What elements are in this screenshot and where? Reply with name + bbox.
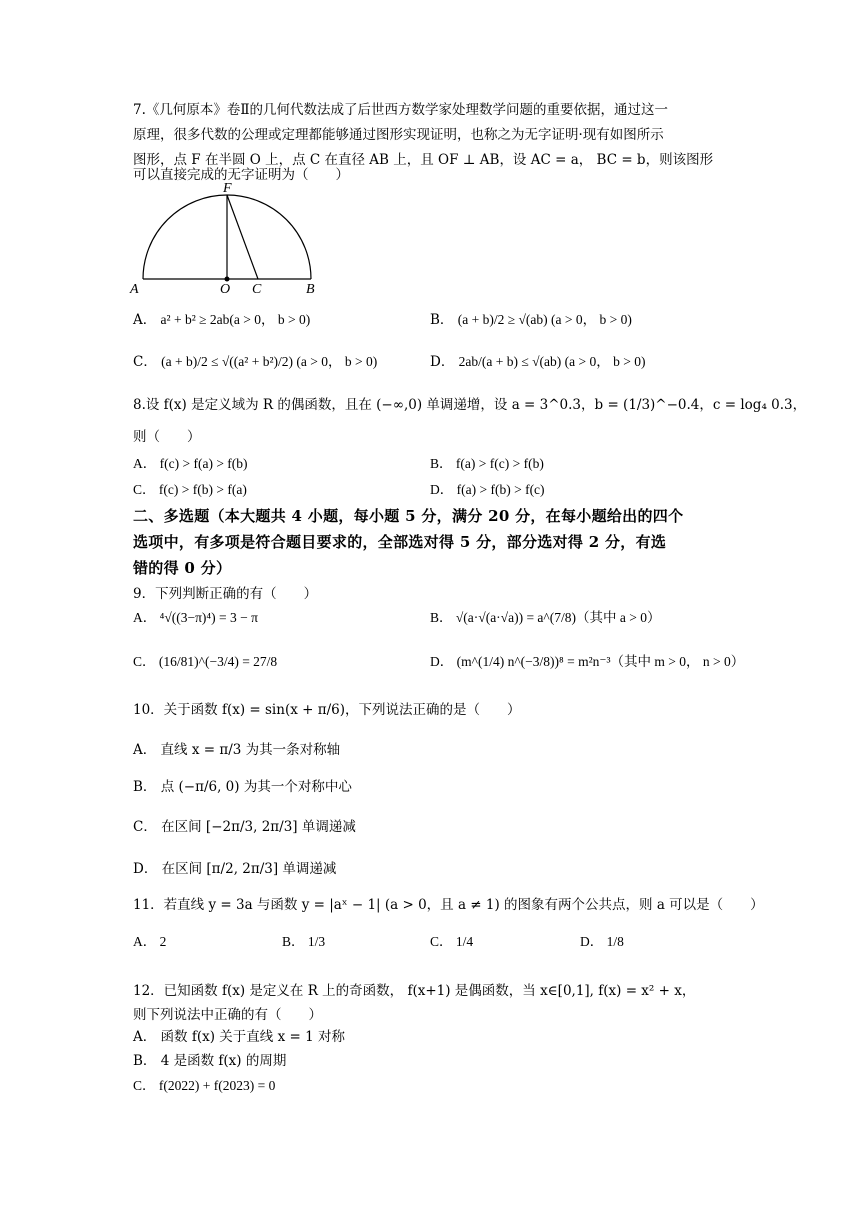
q10-option-b[interactable]: B． 点 (−π/6, 0) 为其一个对称中心 bbox=[133, 779, 352, 795]
q8-option-d[interactable]: D． f(a) > f(b) > f(c) bbox=[430, 482, 545, 497]
q11-option-b[interactable]: B． 1/3 bbox=[282, 934, 326, 949]
q7-line-3: 图形，点 F 在半圆 O 上，点 C 在直径 AB 上，且 OF ⊥ AB，设 AC = a， BC = b，则该图形 bbox=[133, 152, 714, 168]
q10-option-d[interactable]: D． 在区间 [π/2, 2π/3] 单调递减 bbox=[133, 861, 337, 877]
q7-option-d[interactable]: D． 2ab/(a + b) ≤ √(ab) (a > 0， b > 0) bbox=[430, 354, 646, 370]
q9-stem: 9．下列判断正确的有（ ） bbox=[133, 586, 318, 602]
segment-fc bbox=[227, 195, 258, 279]
q8-line-2: 则（ ） bbox=[133, 429, 201, 445]
q8-option-c[interactable]: C． f(c) > f(b) > f(a) bbox=[133, 482, 247, 497]
q11-option-a[interactable]: A． 2 bbox=[133, 934, 167, 949]
label-o: O bbox=[220, 282, 231, 297]
q9-option-d[interactable]: D． (m^(1/4) n^(−3/8))⁸ = m²n⁻³（其中 m > 0， n > 0） bbox=[430, 654, 745, 669]
q10-option-c[interactable]: C． 在区间 [−2π/3, 2π/3] 单调递减 bbox=[133, 819, 356, 835]
label-c: C bbox=[252, 282, 262, 297]
q12-line-2: 则下列说法中正确的有（ ） bbox=[133, 1007, 322, 1023]
label-f: F bbox=[223, 181, 232, 196]
q12-option-a[interactable]: A． 函数 f(x) 关于直线 x = 1 对称 bbox=[133, 1029, 345, 1045]
q8-option-a[interactable]: A． f(c) > f(a) > f(b) bbox=[133, 456, 248, 471]
q9-option-a[interactable]: A． ⁴√((3−π)⁴) = 3 − π bbox=[133, 610, 258, 625]
q9-option-c[interactable]: C． (16/81)^(−3/4) = 27/8 bbox=[133, 654, 278, 669]
q11-option-d[interactable]: D． 1/8 bbox=[580, 934, 624, 949]
section-2-line-3: 错的得 0 分） bbox=[133, 559, 232, 577]
label-b: B bbox=[306, 282, 315, 297]
point-o bbox=[225, 277, 230, 282]
q12-option-c[interactable]: C． f(2022) + f(2023) = 0 bbox=[133, 1078, 276, 1093]
section-2-line-1: 二、多选题（本大题共 4 小题，每小题 5 分，满分 20 分，在每小题给出的四个 bbox=[133, 507, 684, 525]
q8-option-b[interactable]: B． f(a) > f(c) > f(b) bbox=[430, 456, 544, 471]
q7-line-4: 可以直接完成的无字证明为（ ） bbox=[133, 167, 349, 183]
q7-option-b[interactable]: B． (a + b)/2 ≥ √(ab) (a > 0， b > 0) bbox=[430, 312, 632, 328]
q12-option-b[interactable]: B． 4 是函数 f(x) 的周期 bbox=[133, 1053, 287, 1069]
section-2-line-2: 选项中，有多项是符合题目要求的，全部选对得 5 分，部分选对得 2 分，有选 bbox=[133, 533, 667, 551]
q7-line-1: 7.《几何原本》卷Ⅱ的几何代数法成了后世西方数学家处理数学问题的重要依据，通过这一 bbox=[133, 102, 669, 118]
q9-option-b[interactable]: B． √(a·√(a·√a)) = a^(7/8)（其中 a > 0） bbox=[430, 610, 661, 625]
q11-stem: 11．若直线 y = 3a 与函数 y = |aˣ − 1| (a > 0，且 a ≠ 1) 的图象有两个公共点，则 a 可以是（ ） bbox=[133, 897, 764, 913]
q8-line-1: 8.设 f(x) 是定义域为 R 的偶函数，且在 (−∞,0) 单调递增，设 a = 3^0.3，b = (1/3)^−0.4，c = log₄ 0.3， bbox=[133, 397, 807, 413]
q12-line-1: 12．已知函数 f(x) 是定义在 R 上的奇函数， f(x+1) 是偶函数，当 x∈[0,1], f(x) = x² + x， bbox=[133, 983, 696, 999]
q7-option-c[interactable]: C． (a + b)/2 ≤ √((a² + b²)/2) (a > 0， b > 0) bbox=[133, 354, 378, 370]
q7-line-2: 原理，很多代数的公理或定理都能够通过图形实现证明，也称之为无字证明·现有如图所示 bbox=[133, 127, 664, 143]
q11-option-c[interactable]: C． 1/4 bbox=[430, 934, 474, 949]
q10-stem: 10．关于函数 f(x) = sin(x + π/6)，下列说法正确的是（ ） bbox=[133, 702, 521, 718]
semicircle-figure bbox=[128, 178, 328, 298]
q7-option-a[interactable]: A． a² + b² ≥ 2ab(a > 0， b > 0) bbox=[133, 312, 311, 328]
q10-option-a[interactable]: A． 直线 x = π/3 为其一条对称轴 bbox=[133, 742, 341, 758]
label-a: A bbox=[130, 282, 139, 297]
